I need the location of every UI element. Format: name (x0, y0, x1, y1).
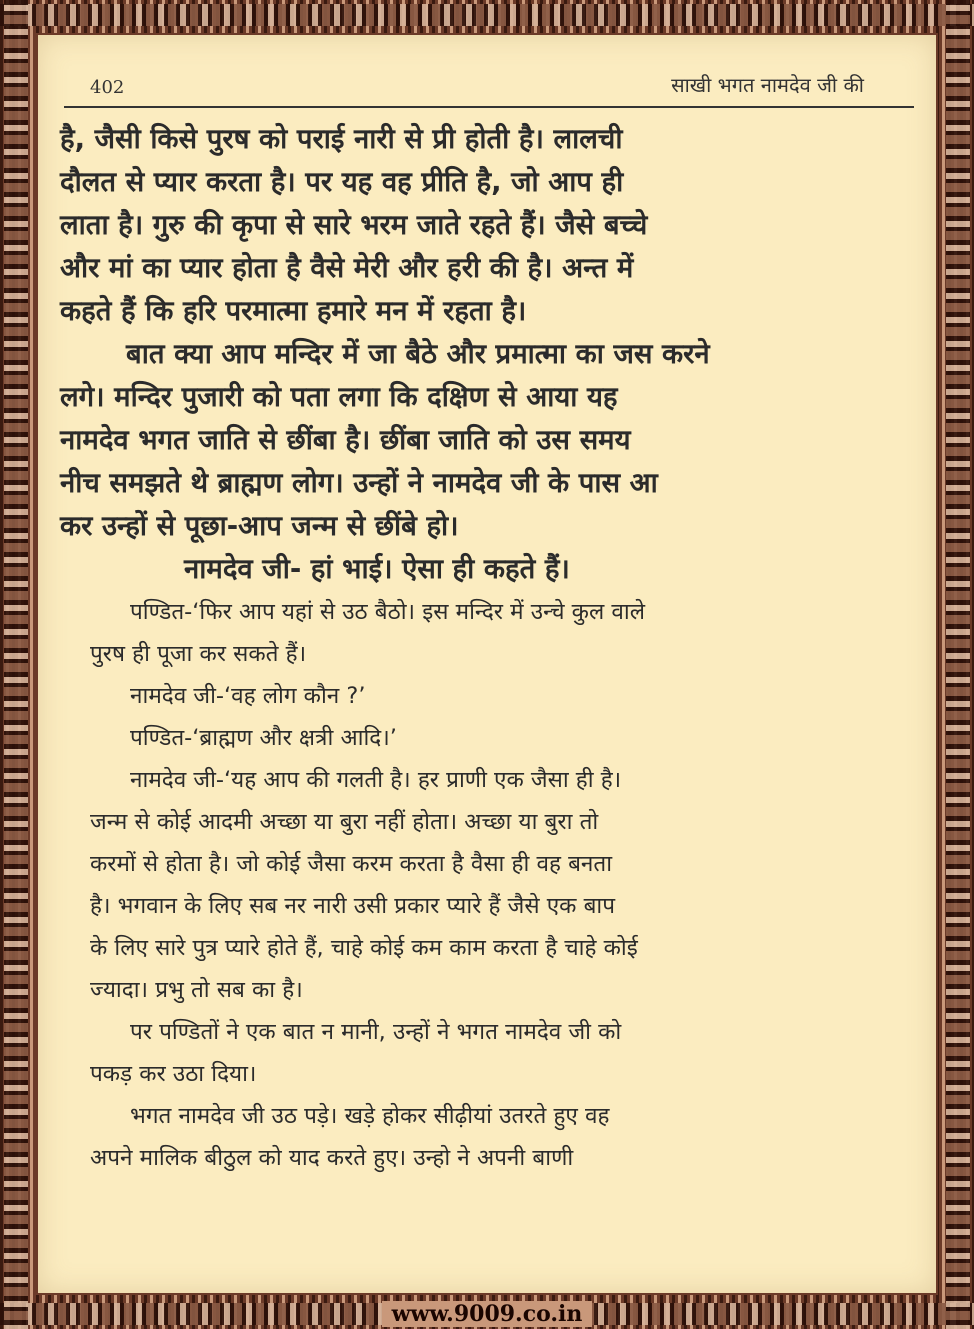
text-line: पर पण्डितों ने एक बात न मानी, उन्हों ने भगत नामदेव जी को (130, 1019, 622, 1045)
text-line: दौलत से प्यार करता है। पर यह वह प्रीति है, जो आप ही (60, 166, 624, 198)
text-line: पुरष ही पूजा कर सकते हैं। (90, 641, 307, 667)
text-line: नामदेव जी- हां भाई। ऐसा ही कहते हैं। (184, 553, 570, 585)
text-line: पण्डित-‘ब्राह्मण और क्षत्री आदि।’ (130, 725, 397, 751)
header-rule (64, 106, 914, 108)
text-line: लगे। मन्दिर पुजारी को पता लगा कि दक्षिण से आया यह (60, 381, 618, 413)
text-line: नामदेव जी-‘यह आप की गलती है। हर प्राणी एक जैसा ही है। (130, 767, 622, 793)
light-text-block (60, 591, 906, 1179)
footer-url-text[interactable]: www.9009.co.in (382, 1301, 593, 1327)
text-line: और मां का प्यार होता है वैसे मेरी और हरी की है। अन्त में (60, 252, 634, 284)
text-line: कहते हैं कि हरि परमात्मा हमारे मन में रहता है। (60, 295, 527, 327)
text-line: भगत नामदेव जी उठ पड़े। खड़े होकर सीढ़ीयां उतरते हुए वह (130, 1103, 610, 1129)
text-line: के लिए सारे पुत्र प्यारे होते हैं, चाहे कोई कम काम करता है चाहे कोई (90, 935, 638, 961)
text-line: है। भगवान के लिए सब नर नारी उसी प्रकार प्यारे हैं जैसे एक बाप (90, 893, 616, 919)
footer-url (0, 1301, 974, 1327)
text-line: नामदेव जी-‘वह लोग कौन ?’ (130, 683, 366, 709)
text-line: लाता है। गुरु की कृपा से सारे भरम जाते रहते हैं। जैसे बच्चे (60, 209, 648, 241)
text-line: पण्डित-‘फिर आप यहां से उठ बैठो। इस मन्दिर में उन्चे कुल वाले (130, 599, 645, 625)
page-number: 402 (90, 77, 125, 98)
bold-text-block (60, 118, 906, 591)
text-line: कर उन्हों से पूछा-आप जन्म से छींबे हो। (60, 510, 459, 542)
text-line: बात क्या आप मन्दिर में जा बैठे और प्रमात्मा का जस करने (126, 338, 710, 370)
text-line: जन्म से कोई आदमी अच्छा या बुरा नहीं होता। अच्छा या बुरा तो (90, 809, 599, 835)
text-line: है, जैसी किसे पुरष को पराई नारी से प्री होती है। लालची (60, 123, 623, 155)
book-page (36, 33, 938, 1295)
text-line: पकड़ कर उठा दिया। (90, 1061, 257, 1087)
text-line: अपने मालिक बीठुल को याद करते हुए। उन्हो ने अपनी बाणी (90, 1145, 574, 1171)
text-line: नामदेव भगत जाति से छींबा है। छींबा जाति को उस समय (60, 424, 631, 456)
text-line: नीच समझते थे ब्राह्मण लोग। उन्हों ने नामदेव जी के पास आ (60, 467, 658, 499)
running-title: साखी भगत नामदेव जी की (671, 73, 864, 97)
frame-border-right (946, 0, 970, 1329)
frame-border-left (4, 0, 28, 1329)
text-line: करमों से होता है। जो कोई जैसा करम करता है वैसा ही वह बनता (90, 851, 613, 877)
page-body (60, 118, 906, 1179)
frame-border-top (0, 4, 974, 26)
text-line: ज्यादा। प्रभु तो सब का है। (90, 977, 303, 1003)
